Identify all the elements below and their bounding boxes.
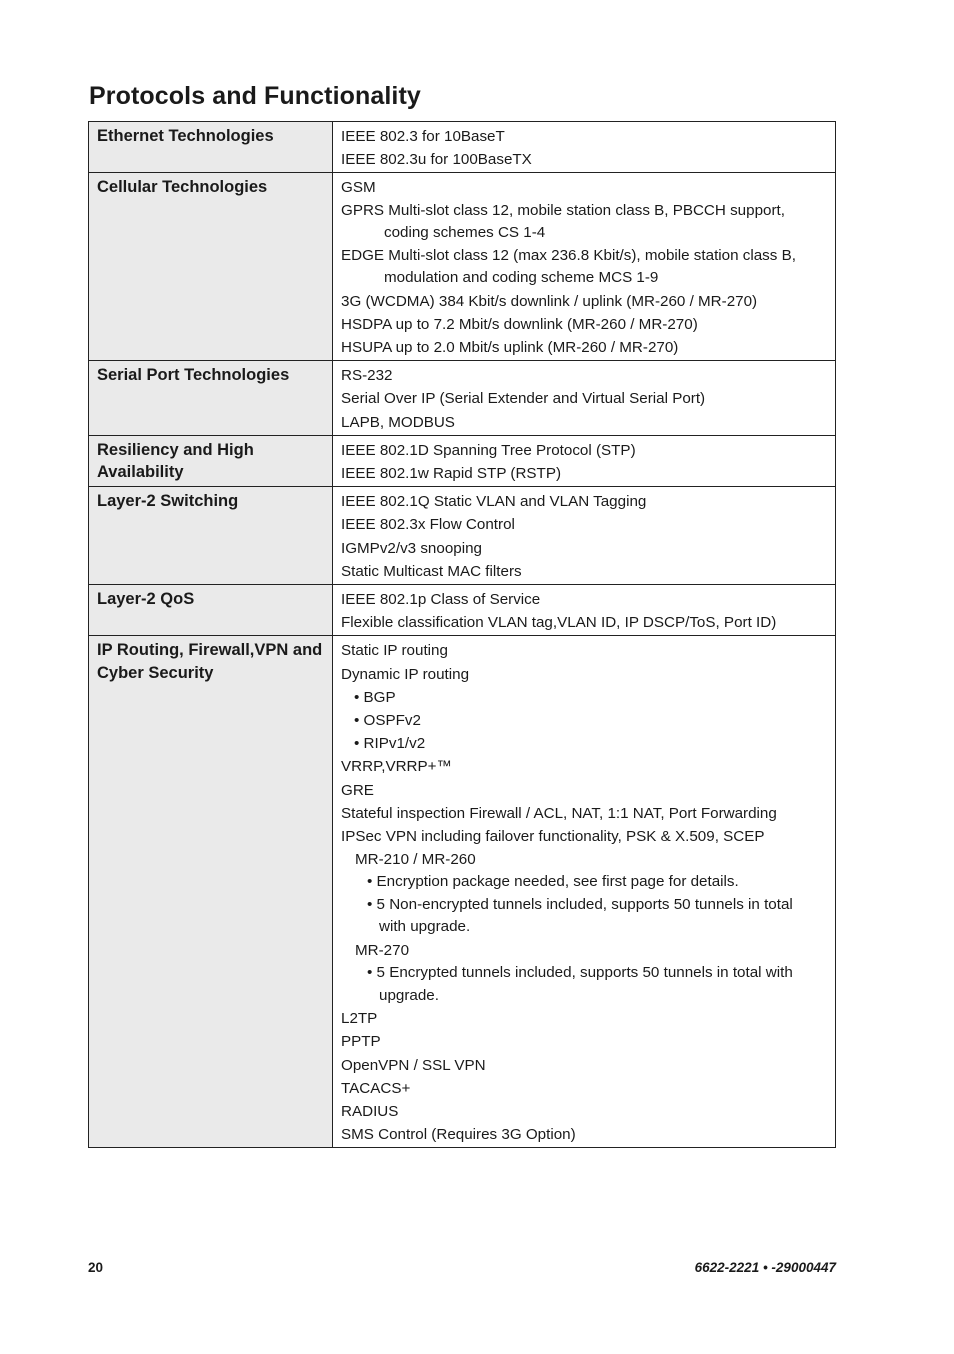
detail-line: VRRP,VRRP+™ xyxy=(341,758,452,776)
detail-line: GRE xyxy=(341,781,374,799)
feature-details xyxy=(333,636,836,1148)
table-row xyxy=(89,435,836,486)
table-row xyxy=(89,122,836,173)
table-row xyxy=(89,636,836,1148)
detail-line: L2TP xyxy=(341,1010,378,1028)
detail-line: 3G (WCDMA) 384 Kbit/s downlink / uplink (MR-260 / MR-270) xyxy=(341,292,758,310)
detail-line: IPSec VPN including failover functionality, PSK & X.509, SCEP xyxy=(341,828,765,846)
detail-line: GPRS Multi-slot class 12, mobile station class B, PBCCH support, coding schemes CS 1-4 xyxy=(341,201,785,242)
detail-line: IEEE 802.1p Class of Service xyxy=(341,591,541,609)
detail-line: • 5 Encrypted tunnels included, supports 50 tunnels in total with upgrade. xyxy=(367,964,793,1004)
detail-line: Flexible classification VLAN tag,VLAN ID, IP DSCP/ToS, Port ID) xyxy=(341,614,777,632)
detail-line: IGMPv2/v3 snooping xyxy=(341,539,482,557)
detail-line: LAPB, MODBUS xyxy=(341,413,455,431)
detail-line: IEEE 802.3u for 100BaseTX xyxy=(341,151,532,169)
feature-category: Layer-2 QoS xyxy=(89,585,333,636)
detail-line: • BGP xyxy=(354,688,396,706)
detail-line: • OSPFv2 xyxy=(354,712,421,730)
detail-line: HSDPA up to 7.2 Mbit/s downlink (MR-260 / MR-270) xyxy=(341,315,698,333)
detail-line: EDGE Multi-slot class 12 (max 236.8 Kbit/s), mobile station class B, modulation and coding scheme MCS 1-9 xyxy=(341,246,796,287)
detail-line: SMS Control (Requires 3G Option) xyxy=(341,1126,576,1144)
detail-line: Static Multicast MAC filters xyxy=(341,562,522,580)
feature-category: Serial Port Technologies xyxy=(89,361,333,436)
page-title: Protocols and Functionality xyxy=(89,82,421,110)
detail-line: Serial Over IP (Serial Extender and Virtual Serial Port) xyxy=(341,390,706,408)
detail-line: HSUPA up to 2.0 Mbit/s uplink (MR-260 / MR-270) xyxy=(341,339,679,357)
document-number: 6622-2221 • -29000447 xyxy=(694,1260,836,1275)
detail-line: • 5 Non-encrypted tunnels included, supports 50 tunnels in total with upgrade. xyxy=(367,895,793,936)
feature-details xyxy=(333,487,836,585)
detail-line: MR-270 xyxy=(355,941,410,959)
table-row xyxy=(89,487,836,585)
table-row xyxy=(89,173,836,361)
detail-line: PPTP xyxy=(341,1033,381,1051)
protocols-table xyxy=(88,121,836,1148)
detail-line: OpenVPN / SSL VPN xyxy=(341,1056,486,1074)
detail-line: IEEE 802.3x Flow Control xyxy=(341,516,515,534)
feature-category: Ethernet Technologies xyxy=(89,122,333,173)
feature-category: Resiliency and High Availability xyxy=(89,435,333,486)
feature-category: IP Routing, Firewall,VPN and Cyber Security xyxy=(89,636,333,1148)
protocols-table-body xyxy=(89,122,836,1148)
feature-details xyxy=(333,122,836,173)
table-row xyxy=(89,361,836,436)
detail-line: Static IP routing xyxy=(341,642,448,660)
feature-details xyxy=(333,435,836,486)
detail-line: • Encryption package needed, see first page for details. xyxy=(367,873,739,891)
detail-line: IEEE 802.1Q Static VLAN and VLAN Tagging xyxy=(341,493,647,511)
feature-details xyxy=(333,585,836,636)
feature-details xyxy=(333,361,836,436)
detail-line: MR-210 / MR-260 xyxy=(355,851,476,869)
feature-details xyxy=(333,173,836,361)
detail-line: IEEE 802.1w Rapid STP (RSTP) xyxy=(341,465,562,483)
feature-category: Layer-2 Switching xyxy=(89,487,333,585)
feature-category: Cellular Technologies xyxy=(89,173,333,361)
detail-line: Dynamic IP routing xyxy=(341,665,470,683)
detail-line: IEEE 802.3 for 10BaseT xyxy=(341,128,505,145)
page-number: 20 xyxy=(88,1260,104,1275)
detail-line: IEEE 802.1D Spanning Tree Protocol (STP) xyxy=(341,441,636,459)
detail-line: • RIPv1/v2 xyxy=(354,735,426,753)
detail-line: GSM xyxy=(341,179,376,197)
detail-line: TACACS+ xyxy=(341,1079,411,1097)
table-row xyxy=(89,585,836,636)
detail-line: RS-232 xyxy=(341,367,393,385)
detail-line: Stateful inspection Firewall / ACL, NAT, 1:1 NAT, Port Forwarding xyxy=(341,804,777,822)
detail-line: RADIUS xyxy=(341,1103,399,1120)
